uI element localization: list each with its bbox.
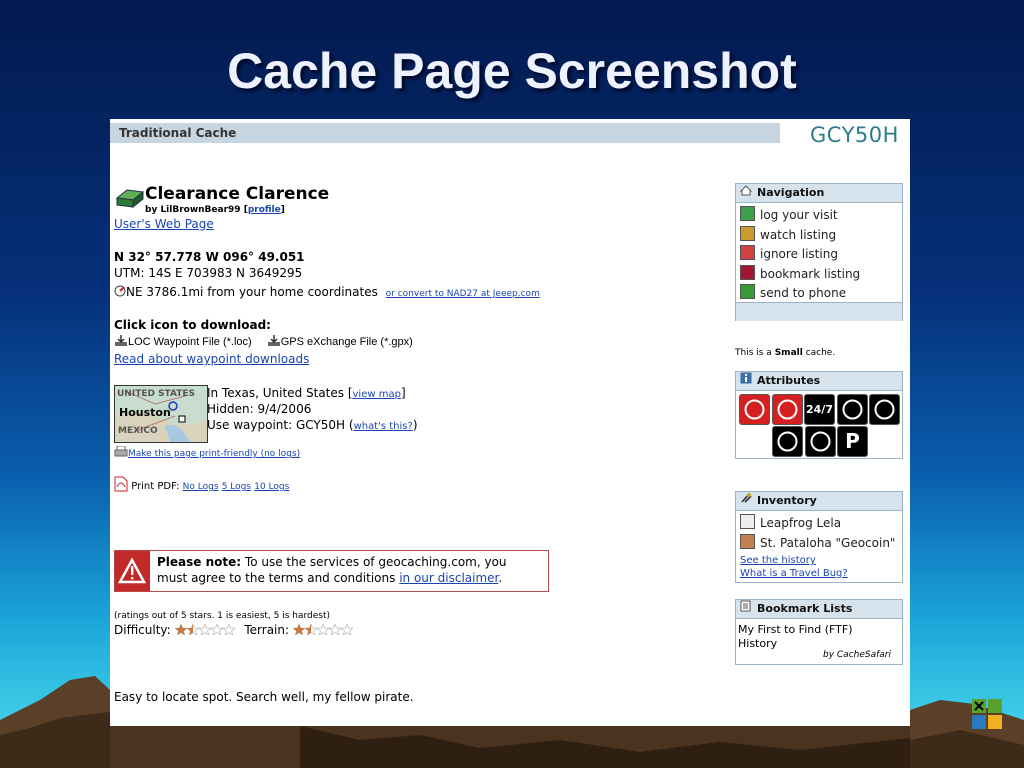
nav-item[interactable] <box>740 284 846 300</box>
bookmark-list-icon <box>740 600 752 618</box>
bookmark-lists-panel <box>735 599 903 665</box>
size-prefix: This is a <box>735 348 772 358</box>
disclaimer-link[interactable]: in our disclaimer <box>399 571 499 585</box>
users-web-page-link[interactable]: User's Web Page <box>114 217 214 231</box>
use-waypoint: Use waypoint: GCY50H <box>207 418 346 432</box>
disclaimer-note: Please note: To use the services of geocaching.com, you must agree to the terms and conditions in our disclaimer. <box>114 550 549 592</box>
what-is-travel-bug-link[interactable]: What is a Travel Bug? <box>740 568 848 579</box>
map-label-city: Houston <box>119 406 171 419</box>
difficulty-label: Difficulty: <box>114 623 171 637</box>
view-map-link[interactable]: view map <box>352 389 401 400</box>
terrain-label: Terrain: <box>244 623 290 637</box>
size-suffix: cache. <box>805 348 836 358</box>
nav-item[interactable] <box>740 226 836 242</box>
cache-page-screenshot: Traditional Cache GCY50H Clearance Clarence by LilBrownBear99 [profile] User's Web Page N 32° 57.778 W 096° 49.051 UTM: 14S E 703983 N 3649295 NE 3786.1mi from your home coordinates or convert to NAD27 at Jeeep.com Click icon to download: LOC Waypoint File (*.loc) GPS eXchange File (*.gpx) Read about waypoint downloads UNITED STATES Houston MEXICO In Texas, United States [view map] Hidden: 9/4/2006 Use waypoint: GCY50H (what's this?) Make this page print-friendly (no logs) Print PDF: No Logs 5 Logs 10 Logs Please note: To use the services of geocaching.com, you must agree to the terms and conditions in our disclaimer. (ratings out of 5 stars. 1 is easiest, 5 is hardest) Difficulty: Terrain: Easy to locate spot. Search well, my fellow pirate. Navigation log your visit watch listing ignore listing bookmark listing send to phone This is a Small cache. Attributes 24/7 P Inventory Leapfrog Lela St. Pataloha "Geocoin" See the history What is a Travel Bug? Bookmark Lists My First to Find (FTF) History by CacheSafari <box>110 119 910 726</box>
print-pdf-label: Print PDF: <box>131 481 180 492</box>
terrain-stars <box>293 624 353 638</box>
cache-name: Clearance Clarence <box>145 184 330 204</box>
bookmark-icon <box>740 265 755 280</box>
pdf-no-logs-link[interactable]: No Logs <box>182 482 219 492</box>
navigation-footer <box>736 302 902 321</box>
ratings-note: (ratings out of 5 stars. 1 is easiest, 5 is hardest) <box>114 611 331 621</box>
dogs-allowed-icon <box>805 426 836 457</box>
motorcycles-icon <box>837 394 868 425</box>
cache-type-bar <box>110 123 780 143</box>
pdf-5-logs-link[interactable]: 5 Logs <box>221 482 252 492</box>
home-icon <box>740 184 752 202</box>
read-downloads-link[interactable]: Read about waypoint downloads <box>114 352 310 366</box>
pdf-10-logs-link[interactable]: 10 Logs <box>254 482 290 492</box>
log-visit-icon <box>740 206 755 221</box>
whats-this-link[interactable]: what's this? <box>353 421 413 432</box>
utm-coordinates: UTM: 14S E 703983 N 3649295 <box>114 266 303 280</box>
download-icon <box>267 334 281 347</box>
attributes-panel <box>735 371 903 459</box>
map-label-country: UNITED STATES <box>117 389 196 399</box>
note-text: To use the services of geocaching.com, you <box>244 555 507 569</box>
compass-icon <box>114 285 126 297</box>
travel-bug-icon <box>740 514 755 529</box>
download-heading: Click icon to download: <box>114 318 271 332</box>
hidden-date: Hidden: 9/4/2006 <box>207 402 312 416</box>
inventory-item[interactable] <box>740 534 895 550</box>
parking-icon <box>837 426 868 457</box>
not-wheelchair-icon <box>772 394 803 425</box>
printer-icon <box>114 446 128 457</box>
geocoin-icon <box>740 534 755 549</box>
watch-listing-icon <box>740 226 755 241</box>
nav-item-label: bookmark listing <box>760 266 861 281</box>
ignore-listing-icon <box>740 245 755 260</box>
profile-link[interactable]: profile <box>247 205 281 215</box>
nav-item-label: send to phone <box>760 286 847 300</box>
bookmark-lists-title: Bookmark Lists <box>757 602 853 615</box>
inventory-title: Inventory <box>757 494 817 507</box>
distance-text: NE 3786.1mi from your home coordinates <box>126 285 378 299</box>
cache-owner: by LilBrownBear99 <box>145 205 241 215</box>
attribute-text: P <box>845 429 860 453</box>
travel-bug-tag-icon <box>740 492 752 510</box>
pdf-icon <box>114 476 128 492</box>
navigation-title: Navigation <box>757 186 825 199</box>
nav-item-label: watch listing <box>760 227 837 242</box>
nav-item-label: log your visit <box>760 208 838 222</box>
difficulty-stars <box>175 624 235 638</box>
bookmark-credit: by CacheSafari <box>823 650 892 660</box>
inventory-item[interactable] <box>740 514 841 530</box>
see-history-link[interactable]: See the history <box>740 555 816 566</box>
inventory-item-label: Leapfrog Lela <box>760 516 842 530</box>
note-text-2: must agree to the terms and conditions <box>157 571 396 585</box>
inventory-item-label: St. Pataloha "Geocoin" <box>760 536 896 550</box>
nav-item[interactable] <box>740 206 838 222</box>
cache-description: Easy to locate spot. Search well, my fellow pirate. <box>114 690 414 704</box>
map-label-mexico: MEXICO <box>118 426 158 436</box>
inventory-panel <box>735 491 903 583</box>
navigation-panel <box>735 183 903 321</box>
attribute-text: 24/7 <box>806 403 833 416</box>
nav-item[interactable] <box>740 245 838 261</box>
warning-icon <box>115 551 150 591</box>
loc-file-download[interactable] <box>114 336 252 348</box>
convert-nad27-link[interactable]: or convert to NAD27 at Jeeep.com <box>385 289 540 299</box>
download-icon <box>114 334 128 347</box>
attributes-title: Attributes <box>757 374 821 387</box>
cache-type: Traditional Cache <box>119 126 237 140</box>
print-friendly-link[interactable]: Make this page print-friendly (no logs) <box>128 449 301 459</box>
gpx-file-label: GPS eXchange File (*.gpx) <box>280 336 413 348</box>
bicycles-icon <box>869 394 900 425</box>
bookmark-list-item[interactable]: My First to Find (FTF) <box>738 623 853 636</box>
gc-code: GCY50H <box>810 123 899 147</box>
cache-location: In Texas, United States <box>207 386 345 400</box>
traditional-cache-icon <box>115 186 145 208</box>
info-icon <box>740 372 752 390</box>
coordinates: N 32° 57.778 W 096° 49.051 <box>114 250 305 264</box>
note-label: Please note: <box>157 555 242 569</box>
geocaching-logo-icon <box>972 699 1002 729</box>
no-campfire-icon <box>739 394 770 425</box>
phone-icon <box>740 284 755 299</box>
cache-size: Small <box>774 348 803 358</box>
gpx-file-download[interactable] <box>267 336 413 348</box>
available-24-7-icon <box>804 394 835 425</box>
nav-item-label: ignore listing <box>760 247 838 261</box>
takes-one-hour-icon <box>772 426 803 457</box>
slide-title: Cache Page Screenshot <box>227 43 797 99</box>
bookmark-list-item[interactable]: History <box>738 637 778 650</box>
loc-file-label: LOC Waypoint File (*.loc) <box>128 336 252 348</box>
nav-item[interactable] <box>740 265 860 281</box>
map-thumbnail[interactable] <box>114 385 208 443</box>
